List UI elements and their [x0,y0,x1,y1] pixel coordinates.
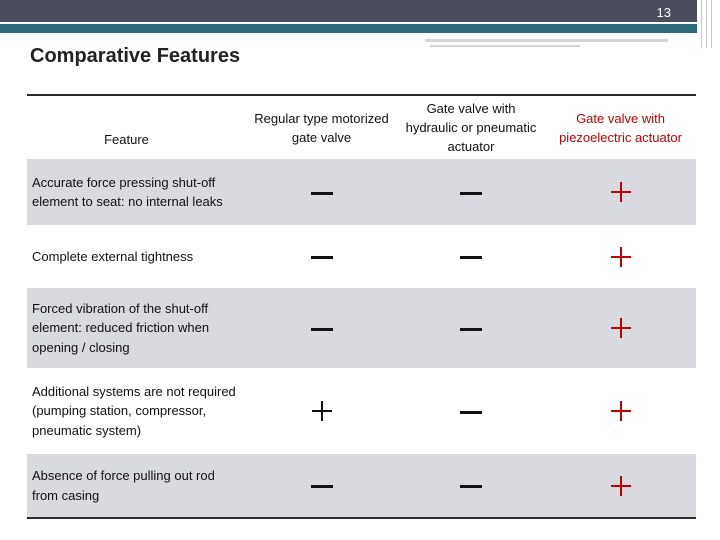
table-row [27,454,696,518]
mark-cell [397,159,545,225]
page-title: Comparative Features [30,45,241,67]
comparison-table [27,94,696,519]
minus-icon [311,192,333,195]
mark-cell [246,159,397,225]
mark-cell [545,368,696,454]
plus-icon [611,401,631,421]
minus-icon [460,256,482,259]
mark-cell [545,159,696,225]
feature-cell: Complete external tightness [32,248,194,264]
column-header-piezo: Gate valve with piezoelectric actuator [559,110,682,145]
column-header-feature: Feature [104,132,149,147]
plus-icon [611,182,631,202]
slide-top-bar [0,0,697,22]
minus-icon [460,411,482,414]
mark-cell [545,454,696,518]
minus-icon [460,192,482,195]
decor-vline [711,0,712,48]
decor-vline [706,0,707,48]
minus-icon [460,328,482,331]
table-row [27,288,696,368]
mark-cell [246,225,397,288]
feature-cell: Additional systems are not required (pumping station, compressor, pneumatic system) [32,383,236,438]
decor-vline [701,0,702,48]
table-row [27,159,696,225]
minus-icon [460,485,482,488]
table-row [27,368,696,454]
plus-icon [611,318,631,338]
column-header-regular: Regular type motorized gate valve [254,110,389,145]
table-header-row [27,95,696,159]
feature-cell: Accurate force pressing shut-off element to seat: no internal leaks [32,174,223,209]
feature-cell: Absence of force pulling out rod from casing [32,468,215,503]
mark-cell [397,225,545,288]
plus-icon [312,401,332,421]
feature-cell: Forced vibration of the shut-off element: reduced friction when opening / closing [32,300,210,355]
slide-number: 13 [656,5,671,20]
slide-accent-bar [0,24,697,33]
mark-cell [397,368,545,454]
decor-line [425,39,668,42]
column-header-hydraulic: Gate valve with hydraulic or pneumatic actuator [405,101,537,154]
mark-cell [246,368,397,454]
decor-line [430,45,580,47]
mark-cell [246,454,397,518]
plus-icon [611,247,631,267]
mark-cell [397,288,545,368]
plus-icon [611,476,631,496]
mark-cell [397,454,545,518]
mark-cell [545,225,696,288]
minus-icon [311,328,333,331]
minus-icon [311,485,333,488]
table-row [27,225,696,288]
minus-icon [311,256,333,259]
mark-cell [246,288,397,368]
mark-cell [545,288,696,368]
